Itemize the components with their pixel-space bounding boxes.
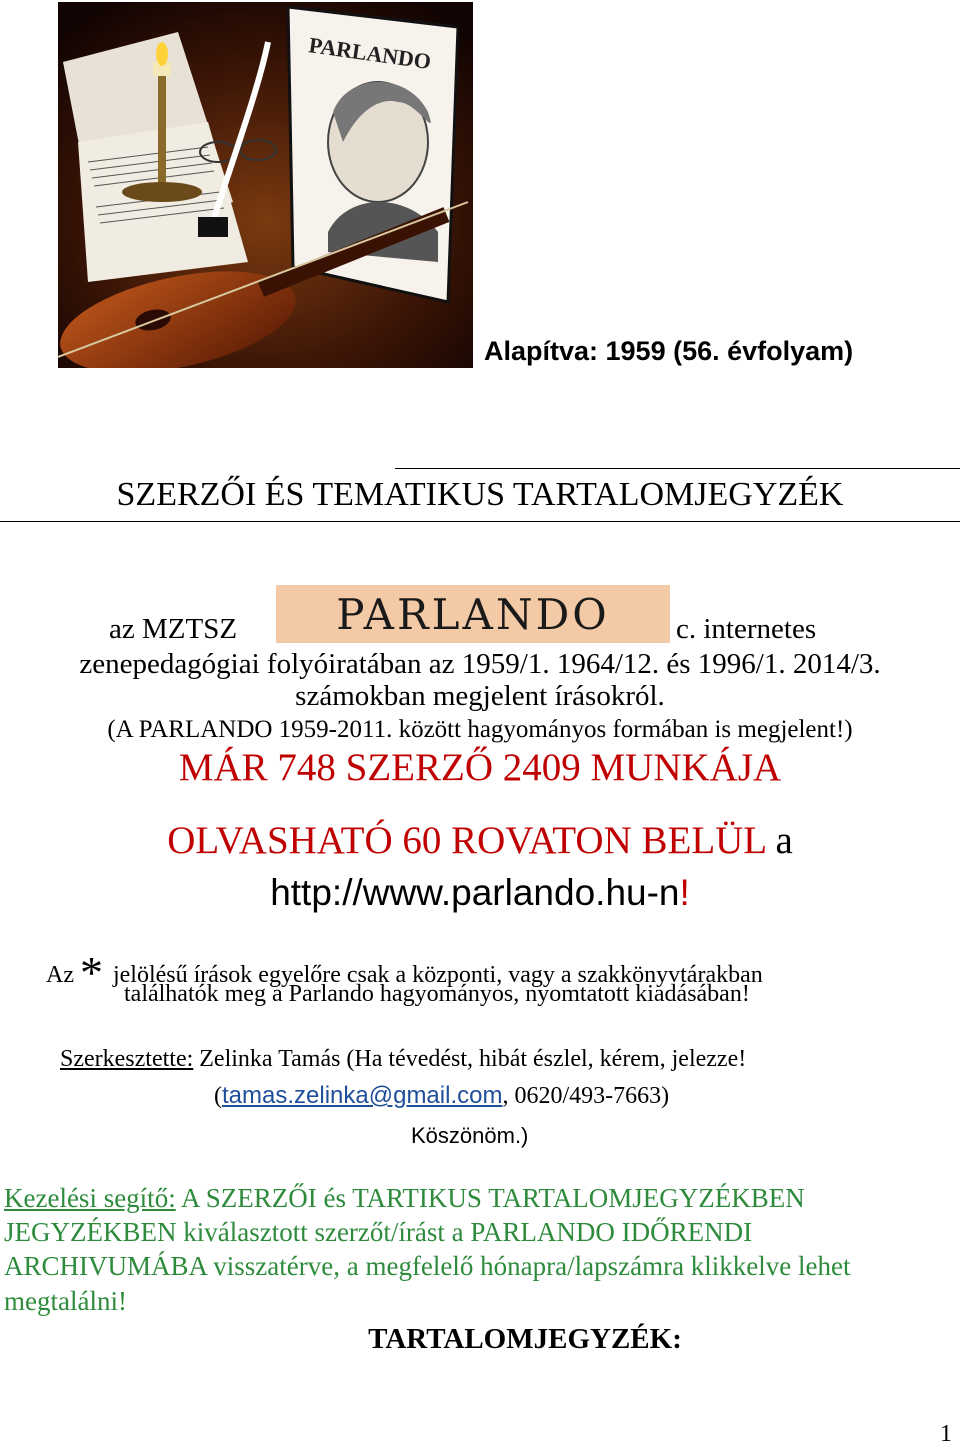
contact-open: (: [214, 1083, 222, 1109]
highlight-tail: a: [765, 819, 793, 862]
help-line-4: megtalálni!: [4, 1286, 127, 1316]
email-link[interactable]: tamas.zelinka@gmail.com: [222, 1082, 503, 1109]
founded-text: Alapítva: 1959 (56. évfolyam): [484, 336, 854, 366]
help-line-1-rest: A SZERZŐI és TARTIKUS TARTALOMJEGYZÉKBEN: [175, 1183, 805, 1213]
thanks-text: Köszönöm.): [411, 1123, 529, 1148]
logo-text: PARLANDO: [336, 590, 610, 639]
header-illustration: [58, 2, 473, 368]
url-exclamation: !: [679, 872, 690, 913]
website-url[interactable]: [0, 872, 960, 914]
highlight-line-2: [0, 818, 960, 863]
intro-line-4: (A PARLANDO 1959-2011. között hagyományos formában is megjelent!): [107, 716, 853, 743]
svg-text:PARLANDO: PARLANDO: [307, 32, 433, 75]
asterisk-icon: *: [79, 947, 103, 998]
toc-heading: TARTALOMJEGYZÉK:: [368, 1323, 682, 1355]
intro-suffix: c. internetes: [676, 613, 817, 645]
help-line-2: JEGYZÉKBEN kiválasztott szerzőt/írást a PARLANDO IDŐRENDI: [4, 1217, 753, 1247]
highlight-line-1: MÁR 748 SZERZŐ 2409 MUNKÁJA: [178, 746, 782, 789]
contact-line: [214, 1082, 669, 1110]
phone-text: , 0620/493-7663): [502, 1083, 670, 1109]
divider-bottom: [0, 521, 960, 522]
help-label: Kezelési segítő:: [4, 1183, 176, 1213]
page-number: 1: [940, 1421, 952, 1447]
editor-text: Zelinka Tamás (Ha tévedést, hibát észlel, kérem, jelezze!: [193, 1046, 747, 1072]
intro-line-2: zenepedagógiai folyóiratában az 1959/1. 1964/12. és 1996/1. 2014/3.: [79, 648, 881, 680]
help-line-1: [4, 1183, 805, 1214]
parlando-logo: [276, 585, 670, 643]
note-line-1-text: jelölésű írások egyelőre csak a központi, vagy a szakkönyvtárakban: [112, 962, 763, 988]
page-title: SZERZŐI ÉS TEMATIKUS TARTALOMJEGYZÉK: [116, 476, 844, 513]
intro-prefix: az MZTSZ: [109, 613, 238, 645]
intro-line-3: számokban megjelent írásokról.: [295, 680, 665, 712]
editor-line: [60, 1046, 746, 1073]
asterisk-note-line-2: találhatók meg a Parlando hagyományos, nyomtatott kiadásában!: [124, 981, 750, 1007]
editor-label: Szerkesztette:: [60, 1046, 194, 1072]
help-line-3: ARCHIVUMÁBA visszatérve, a megfelelő hónapra/lapszámra klikkelve lehet: [4, 1251, 851, 1281]
url-text[interactable]: http://www.parlando.hu-n: [270, 872, 680, 913]
highlight-red-text: OLVASHATÓ 60 ROVATON BELÜL: [167, 819, 766, 862]
divider-top: [395, 468, 960, 469]
note-az: Az: [46, 962, 74, 988]
